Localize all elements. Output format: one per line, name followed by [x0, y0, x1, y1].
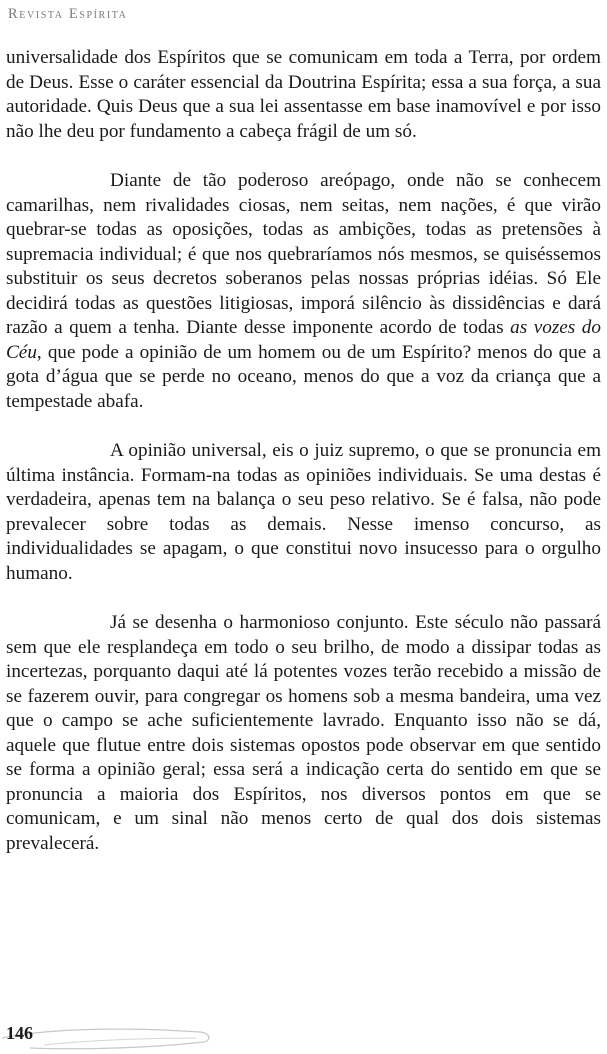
- paragraph-2-italic-phrase: as vozes do Céu: [6, 317, 601, 363]
- paragraph-2: [6, 169, 601, 414]
- paragraph-4: Já se desenha o harmonioso conjunto. Este século não passará sem que ele resplandeça em todo o seu brilho, de modo a dissipar todas as incertezas, porquanto daqui até lá potentes vozes terão recebido a missão de se fazerem ouvir, para congregar os homens sob a mesma bandeira, uma vez que o campo se ache suficientemente lavrado. Enquanto isso não se dá, aquele que flutue entre dois sistemas opostos pode observar em que sentido se forma a opinião geral; essa será a indicação certa do sentido em que se pronuncia a maioria dos Espíritos, nos diversos pontos em que se comunicam, e um sinal não menos certo de qual dos dois sistemas prevalecerá.: [6, 612, 601, 854]
- paragraph-2-text-before: Diante de tão poderoso areópago, onde não se conhecem camarilhas, nem rivalidades ciosas, nem seitas, nem nações, é que virão quebrar-se todas as oposições, todas as ambições, todas as pretensões à supremacia individual; é que nos quebraríamos nós mesmos, se quiséssemos substituir os seus decretos soberanos pelas nossas próprias idéias. Só Ele decidirá todas as questões litigiosas, imporá silêncio às dissidências e dará razão a quem a tenha. Diante desse imponente acordo de todas: [6, 170, 601, 338]
- paragraph-1: universalidade dos Espíritos que se comunicam em toda a Terra, por ordem de Deus. Esse o caráter essencial da Doutrina Espírita; essa a sua força, a sua autoridade. Quis Deus que a sua lei assentasse em base inamovível e por isso não lhe deu por fundamento a cabeça frágil de um só.: [6, 47, 601, 142]
- paragraph-2-text-after: , que pode a opinião de um homem ou de um Espírito? menos do que a gota d’água que se perde no oceano, menos do que a voz da criança que a tempestade abafa.: [6, 341, 601, 412]
- page-body: [6, 46, 601, 856]
- paragraph-3: A opinião universal, eis o juiz supremo, o que se pronuncia em última instância. Formam-na todas as opiniões individuais. Se uma destas é verdadeira, apenas tem na balança o seu peso relativo. Se é falsa, não pode prevalecer sobre todas as demais. Nesse imenso concurso, as individualidades se apagam, o que constitui novo insucesso para o orgulho humano.: [6, 440, 601, 584]
- running-header: Revista Espírita: [8, 6, 128, 22]
- page-number: 146: [6, 1023, 33, 1043]
